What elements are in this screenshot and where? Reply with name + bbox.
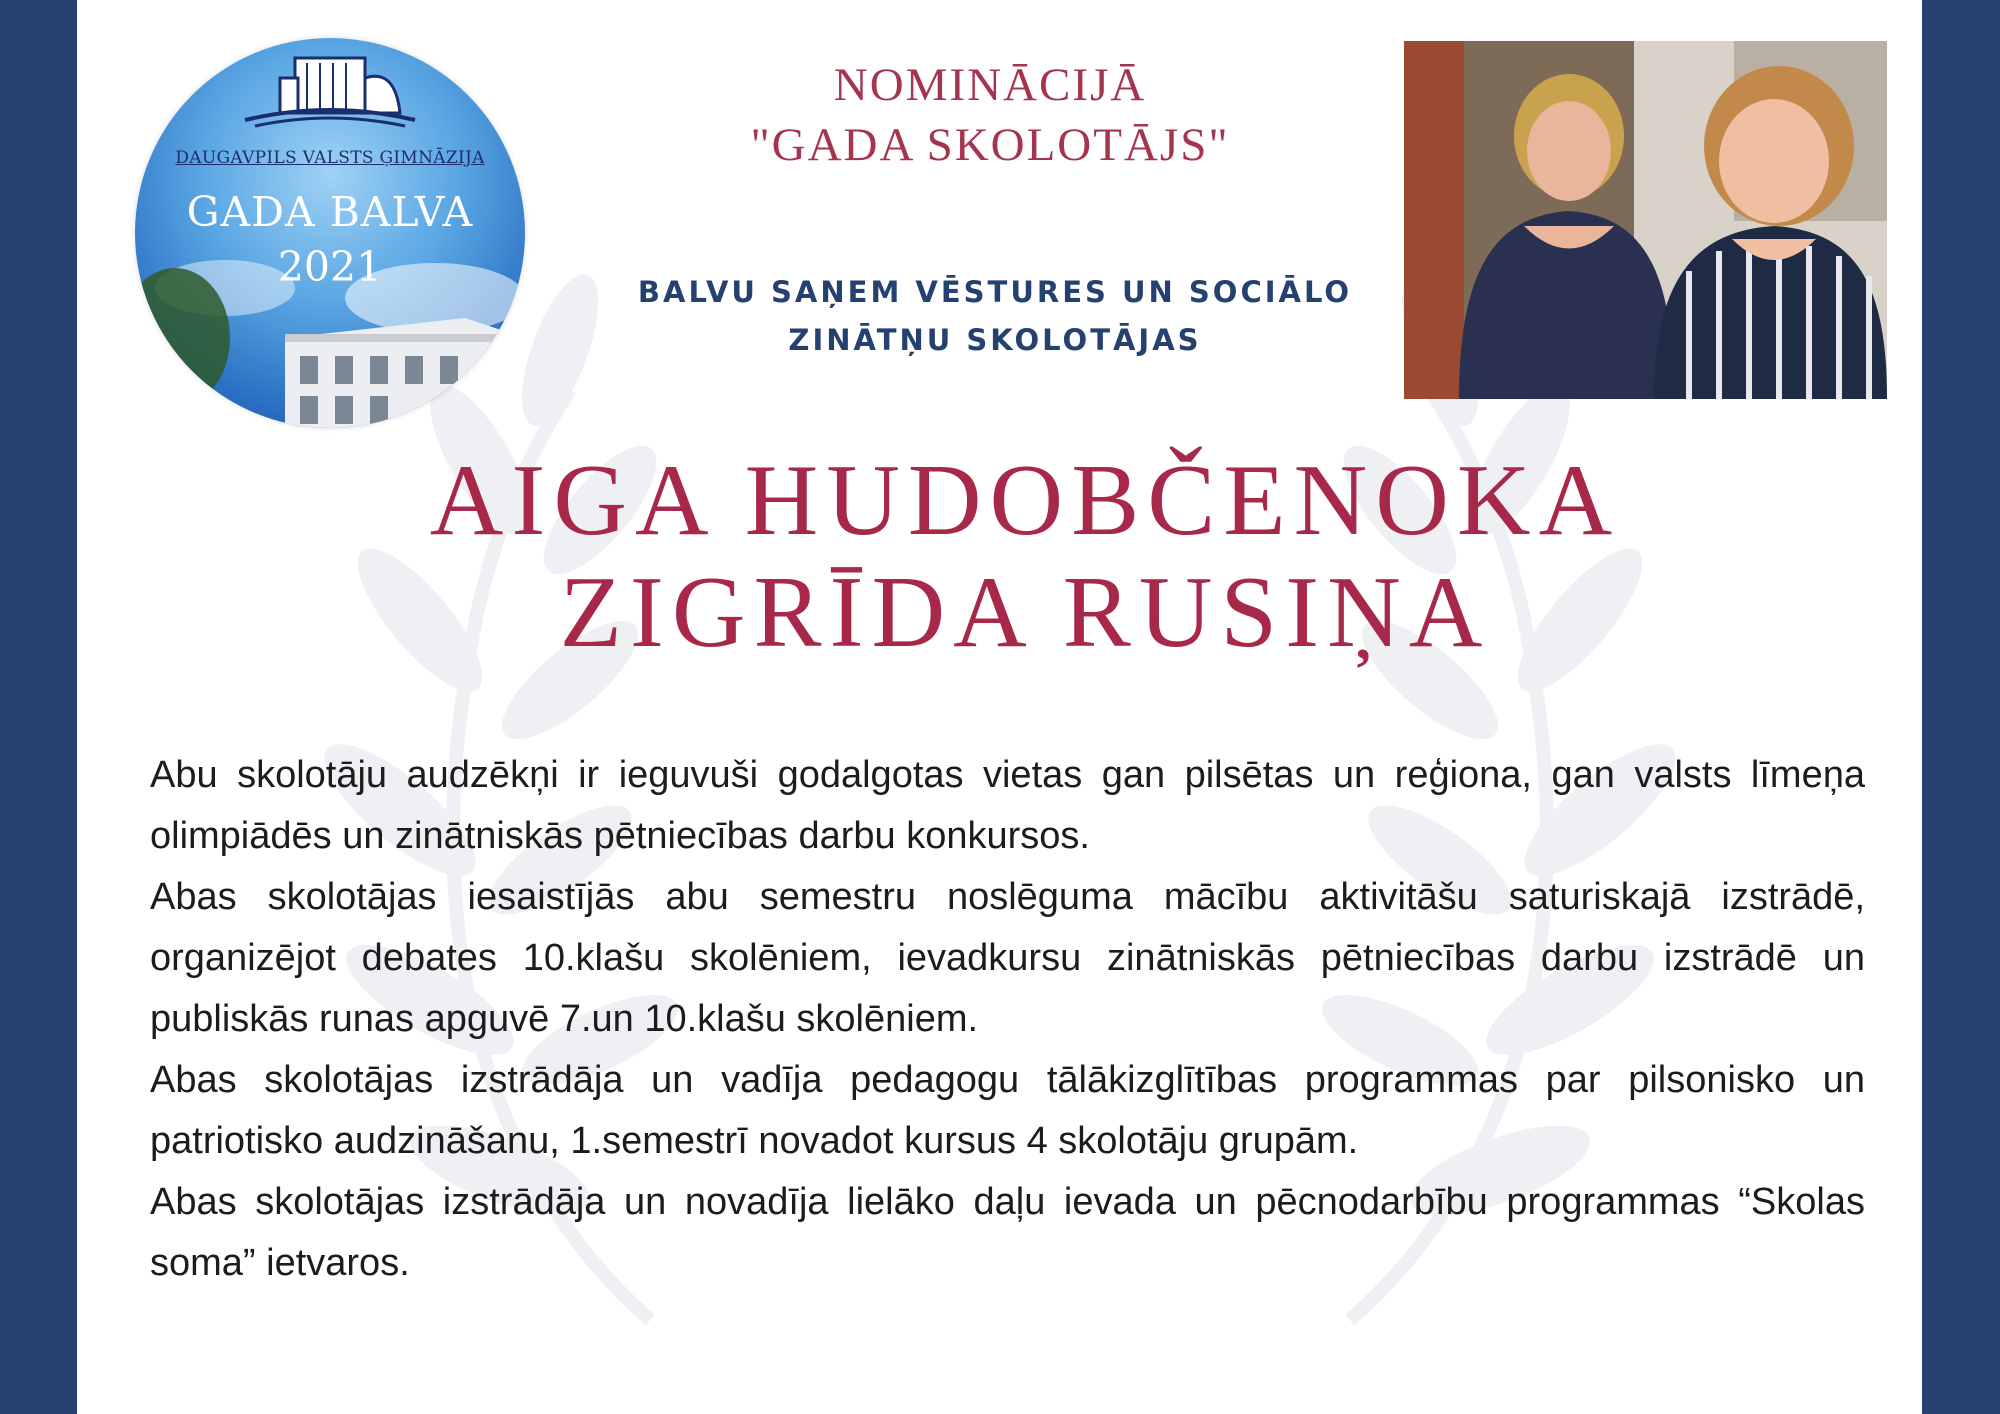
teacher-name-2: ZIGRĪDA RUSIŅA <box>559 556 1491 669</box>
logo-award-text: GADA BALVA <box>186 188 474 236</box>
teachers-photo-image <box>1404 41 1887 399</box>
right-border <box>1922 0 2000 1414</box>
left-border <box>0 0 77 1414</box>
teacher-names <box>200 445 1850 669</box>
teachers-photo <box>1404 41 1887 399</box>
subheading <box>575 268 1415 364</box>
nomination-line-2: "GADA SKOLOTĀJS" <box>750 119 1230 171</box>
subheading-line-1: BALVU SAŅEM VĒSTURES UN SOCIĀLO <box>637 275 1353 309</box>
paragraph: Abas skolotājas iesaistījās abu semestru noslēguma mācību aktivitāšu saturiskajā izstrādē, organizējot debates 10.klašu skolēniem, ievadkursu zinātniskās pētniecības darbu izstrādē un publiskās runas apguvē 7.un 10.klašu skolēniem. <box>150 876 1865 1040</box>
logo-year: 2021 <box>277 243 383 291</box>
nomination-line-1: NOMINĀCIJĀ <box>833 59 1147 111</box>
nomination-heading <box>620 55 1360 175</box>
paragraph: Abu skolotāju audzēkņi ir ieguvuši godalgotas vietas gan pilsētas un reģiona, gan valsts līmeņa olimpiādēs un zinātniskās pētniecības darbu konkursos. <box>150 754 1865 857</box>
description-body <box>150 745 1865 1294</box>
subheading-line-2: ZINĀTŅU SKOLOTĀJAS <box>788 323 1202 357</box>
logo-school-name: DAUGAVPILS VALSTS ĢIMNĀZIJA <box>175 148 485 168</box>
award-logo <box>135 38 525 428</box>
paragraph: Abas skolotājas izstrādāja un vadīja pedagogu tālākizglītības programmas par pilsonisko un patriotisko audzināšanu, 1.semestrī novadot kursus 4 skolotāju grupām. <box>150 1059 1865 1162</box>
paragraph: Abas skolotājas izstrādāja un novadīja lielāko daļu ievada un pēcnodarbību programmas “Skolas soma” ietvaros. <box>150 1181 1865 1284</box>
teacher-name-1: AIGA HUDOBČENOKA <box>429 444 1621 557</box>
